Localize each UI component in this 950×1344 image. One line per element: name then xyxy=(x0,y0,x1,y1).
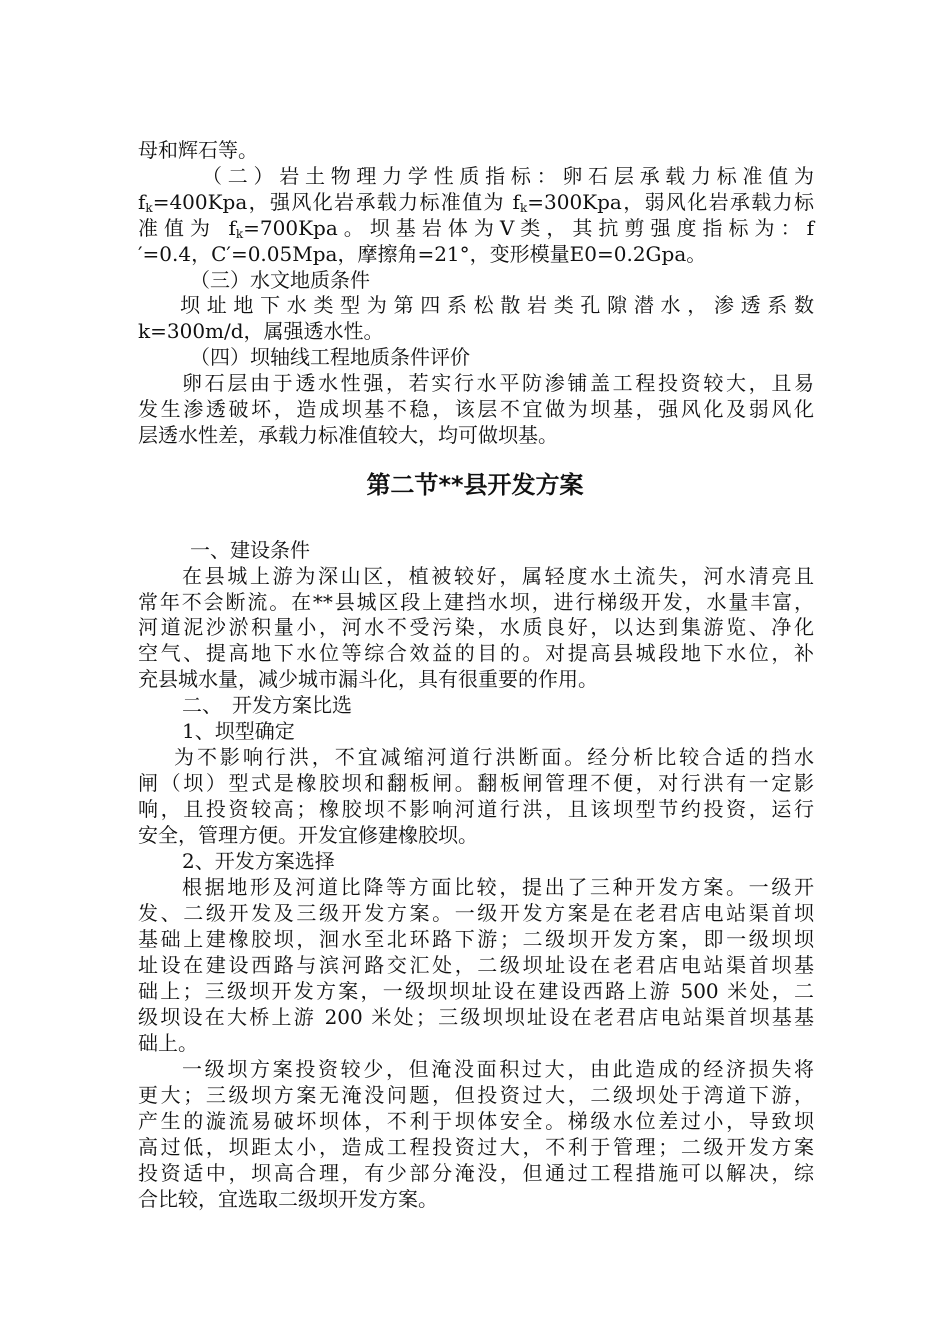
paragraph-line: 在县城上游为深山区，植被较好，属轻度水土流失，河水清亮且 xyxy=(182,564,814,588)
subsection-heading: 二、 开发方案比选 xyxy=(182,693,352,717)
subsection-line: （二）岩土物理力学性质指标：卵石层承载力标准值为 xyxy=(202,164,814,188)
paragraph-line: 一级坝方案投资较少，但淹没面积过大，由此造成的经济损失将 xyxy=(182,1057,814,1081)
paragraph-line: 坝址地下水类型为第四系松散岩类孔隙潜水，渗透系数 xyxy=(180,293,814,317)
subsection-heading: 1、坝型确定 xyxy=(182,719,295,743)
paragraph-line: $f_k=400Kpa$，强风化岩承载力标准值为 $f_k=300Kpa$，弱风化岩承载力标 xyxy=(138,190,815,215)
paragraph-line: 充县城水量，减少城市漏斗化，具有很重要的作用。 xyxy=(138,667,598,691)
paragraph-line: 发生渗透破坏，造成坝基不稳，该层不宜做为坝基，强风化及弱风化 xyxy=(138,397,814,421)
paragraph-line: 常年不会断流。在**县城区段上建挡水坝，进行梯级开发，水量丰富， xyxy=(138,590,814,614)
paragraph-line: 响，且投资较高；橡胶坝不影响河道行洪，且该坝型节约投资，运行 xyxy=(138,797,814,821)
subsection-heading: （三）水文地质条件 xyxy=(190,268,370,292)
paragraph-line: 卵石层由于透水性强，若实行水平防渗铺盖工程投资较大，且易 xyxy=(182,371,814,395)
paragraph-line: 础上；三级坝开发方案，一级坝坝址设在建设西路上游 500 米处，二 xyxy=(138,979,814,1003)
paragraph-line: 层透水性差，承载力标准值较大，均可做坝基。 xyxy=(138,423,558,447)
paragraph-line: 空气、提高地下水位等综合效益的目的。对提高县城段地下水位，补 xyxy=(138,641,814,665)
paragraph-line: 产生的漩流易破坏坝体，不利于坝体安全。梯级水位差过小，导致坝 xyxy=(138,1109,814,1133)
paragraph-line: 为不影响行洪，不宜减缩河道行洪断面。经分析比较合适的挡水 xyxy=(174,745,814,769)
paragraph-line: 安全，管理方便。开发宜修建橡胶坝。 xyxy=(138,823,478,847)
paragraph-line: 发、二级开发及三级开发方案。一级开发方案是在老君店电站渠首坝 xyxy=(138,901,814,925)
paragraph-line: 基础上建橡胶坝，洄水至北环路下游；二级坝开发方案，即一级坝坝 xyxy=(138,927,814,951)
paragraph-line: 础上。 xyxy=(138,1031,198,1055)
paragraph-line: 根据地形及河道比降等方面比较，提出了三种开发方案。一级开 xyxy=(182,875,814,899)
paragraph-line: 准值为 $f_k=700Kpa$。坝基岩体为Ⅴ类，其抗剪强度指标为：f xyxy=(138,216,814,241)
paragraph-line: 母和辉石等。 xyxy=(138,138,258,162)
paragraph-line: 闸（坝）型式是橡胶坝和翻板闸。翻板闸管理不便，对行洪有一定影 xyxy=(138,771,814,795)
paragraph-line: 合比较，宜选取二级坝开发方案。 xyxy=(138,1187,438,1211)
section-heading: 第二节**县开发方案 xyxy=(366,471,584,499)
subsection-heading: 一、建设条件 xyxy=(190,538,310,562)
paragraph-line: 投资适中，坝高合理，有少部分淹没，但通过工程措施可以解决，综 xyxy=(138,1161,814,1185)
subsection-heading: 2、开发方案选择 xyxy=(182,849,335,873)
paragraph-line: 址设在建设西路与滨河路交汇处，二级坝址设在老君店电站渠首坝基 xyxy=(138,953,814,977)
paragraph-line: 河道泥沙淤积量小，河水不受污染，水质良好，以达到集游览、净化 xyxy=(138,615,814,639)
paragraph-line: k=300m/d，属强透水性。 xyxy=(138,319,384,343)
paragraph-line: 更大；三级坝方案无淹没问题，但投资过大，二级坝处于湾道下游， xyxy=(138,1083,814,1107)
paragraph-line: 级坝设在大桥上游 200 米处；三级坝坝址设在老君店电站渠首坝基基 xyxy=(138,1005,814,1029)
paragraph-line: 高过低，坝距太小，造成工程投资过大，不利于管理；二级开发方案 xyxy=(138,1135,814,1159)
paragraph-line: ′=0.4，C′=0.05Mpa，摩擦角=21°，变形模量E0=0.2Gpa。 xyxy=(138,242,707,266)
subsection-heading: （四）坝轴线工程地质条件评价 xyxy=(190,345,470,369)
